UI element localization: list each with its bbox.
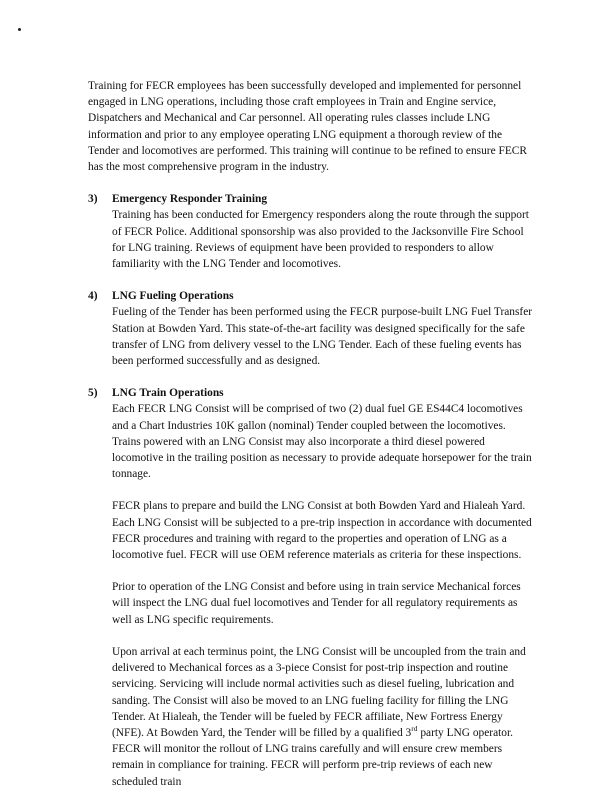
section-number: 5)	[88, 387, 98, 400]
section-heading	[88, 191, 536, 207]
section-title: LNG Fueling Operations	[112, 290, 234, 303]
section-number: 4)	[88, 290, 98, 303]
ordinal-superscript: rd	[411, 724, 418, 734]
intro-paragraph: Training for FECR employees has been successfully developed and implemented for personnel engaged in LNG operations, including those craft employees in Train and Engine service, Dispatchers and Mechanical and Car personnel. All operating rules classes include LNG information and prior to any employee operating LNG equipment a thorough review of the Tender and locomotives are performed. This training will continue to be refined to ensure FECR has the most comprehensive program in the industry.	[88, 80, 527, 174]
scan-speck	[18, 28, 21, 31]
section-paragraph	[112, 644, 536, 790]
section-paragraph: Training has been conducted for Emergency responders along the route through the support of FECR Police. Additional sponsorship was also provided to the Jacksonville Fire School for LNG training. Reviews of equipment have been provided to responders to allow familiarity with the LNG Tender and locomotives.	[112, 209, 529, 271]
section-paragraph: FECR plans to prepare and build the LNG Consist at both Bowden Yard and Hialeah Yard. Each LNG Consist will be subjected to a pre-trip inspection in accordance with documented FECR procedures and training with regard to the properties and operation of LNG as a locomotive fuel. FECR will use OEM reference materials as criteria for these inspections.	[112, 500, 532, 562]
section-number: 3)	[88, 193, 98, 206]
section-heading	[88, 385, 536, 401]
section-lng-train-operations	[88, 385, 536, 789]
paragraph-text: Upon arrival at each terminus point, the LNG Consist will be uncoupled from the train and delivered to Mechanical forces as a 3-piece Consist for post-trip inspection and routine servicing. Servicing will include normal activities such as diesel fueling, lubrication and sanding. The Consist will also be moved to an LNG fueling facility for filling the LNG Tender. At Hialeah, the Tender will be fueled by FECR affiliate, New Fortress Energy (NFE). At Bowden Yard, the Tender will be filled by a qualified 3	[112, 645, 526, 739]
section-heading	[88, 288, 536, 304]
section-body	[88, 304, 536, 369]
section-paragraph: Each FECR LNG Consist will be comprised of two (2) dual fuel GE ES44C4 locomotives and a Chart Industries 10K gallon (nominal) Tender coupled between the locomotives. Trains powered with an LNG Consist may also incorporate a third diesel powered locomotive in the trailing position as necessary to provide adequate horsepower for the train tonnage.	[112, 403, 532, 481]
document-body	[88, 70, 536, 790]
section-title: Emergency Responder Training	[112, 193, 268, 206]
section-lng-fueling-operations	[88, 288, 536, 369]
section-title: LNG Train Operations	[112, 387, 224, 400]
section-paragraph: Prior to operation of the LNG Consist and before using in train service Mechanical forces will inspect the LNG dual fuel locomotives and Tender for all regulatory requirements as well as LNG specific requirements.	[112, 581, 521, 626]
section-body	[88, 401, 536, 789]
section-body	[88, 207, 536, 272]
section-paragraph: Fueling of the Tender has been performed using the FECR purpose-built LNG Fuel Transfer Station at Bowden Yard. This state-of-the-art facility was designed specifically for the safe transfer of LNG from delivery vessel to the LNG Tender. Each of these fueling events has been performed successfully and as designed.	[112, 306, 533, 368]
paragraph-text: party LNG operator. FECR will monitor the rollout of LNG trains carefully and will ensure crew members remain in compliance for training. FECR will perform pre-trip reviews of each new scheduled train	[112, 726, 513, 788]
section-emergency-responder-training	[88, 191, 536, 272]
